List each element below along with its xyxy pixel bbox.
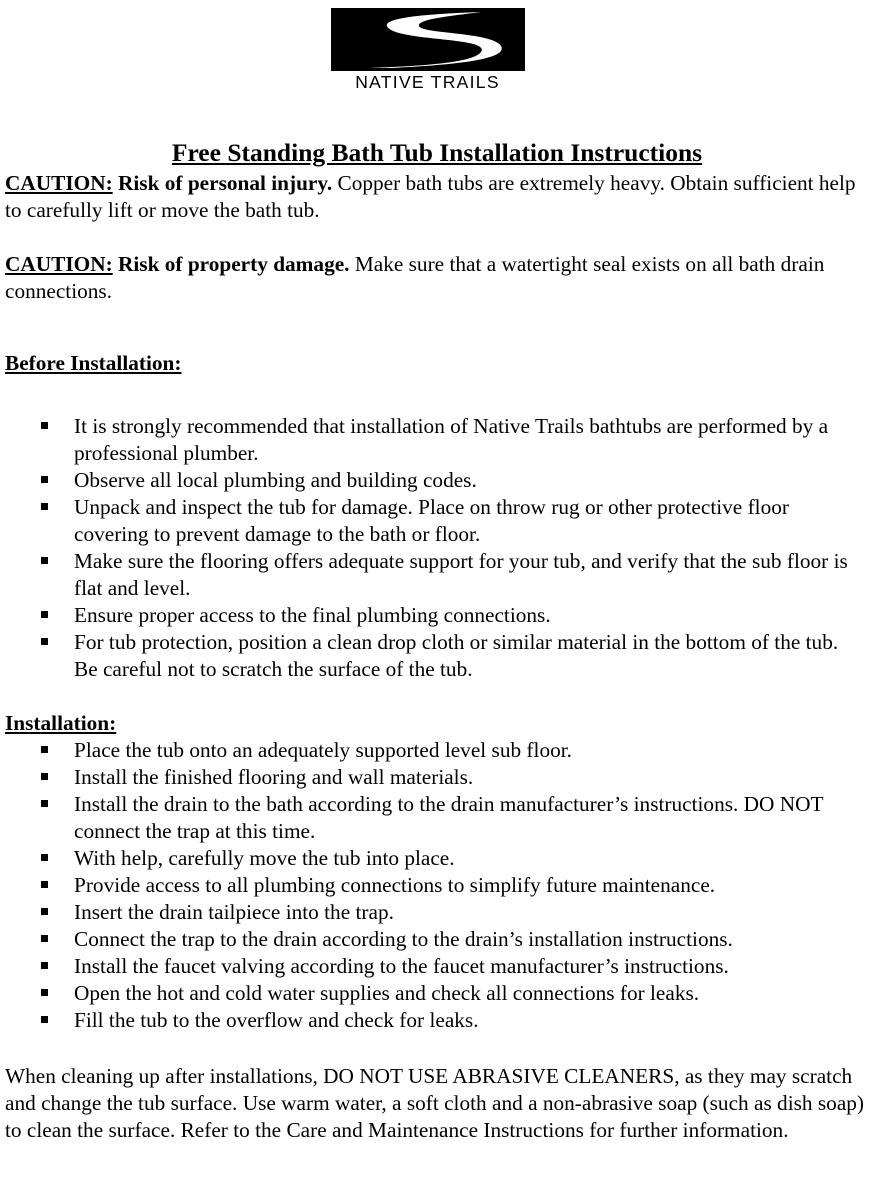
bullet-icon xyxy=(41,989,48,996)
bullet-icon xyxy=(41,962,48,969)
bullet-icon xyxy=(41,1016,48,1023)
before-installation-list xyxy=(0,413,860,683)
list-item: Install the finished flooring and wall materials. xyxy=(0,764,860,791)
native-trails-logo xyxy=(329,6,526,92)
installation-heading: Installation: xyxy=(5,711,117,735)
list-item: Fill the tub to the overflow and check for leaks. xyxy=(0,1007,860,1034)
bullet-icon xyxy=(41,422,48,429)
bullet-icon xyxy=(41,773,48,780)
bullet-icon xyxy=(41,854,48,861)
list-item: Insert the drain tailpiece into the trap. xyxy=(0,899,860,926)
bullet-icon xyxy=(41,881,48,888)
list-item: It is strongly recommended that installation of Native Trails bathtubs are performed by a professional plumber. xyxy=(0,413,860,467)
bullet-icon xyxy=(41,638,48,645)
installation-list xyxy=(0,737,860,1034)
list-item: Provide access to all plumbing connections to simplify future maintenance. xyxy=(0,872,860,899)
list-item: Open the hot and cold water supplies and check all connections for leaks. xyxy=(0,980,860,1007)
bullet-icon xyxy=(41,611,48,618)
caution-emphasis: Risk of property damage. xyxy=(118,252,350,276)
bullet-icon xyxy=(41,908,48,915)
caution-label: CAUTION: xyxy=(5,171,113,195)
caution-text: Copper bath tubs are extremely heavy. Obtain sufficient help to carefully lift or move the bath tub. xyxy=(5,171,856,222)
list-item: Install the drain to the bath according to the drain manufacturer’s instructions. DO NOT connect the trap at this time. xyxy=(0,791,860,845)
bullet-icon xyxy=(41,557,48,564)
bullet-icon xyxy=(41,503,48,510)
caution-property-damage xyxy=(5,251,865,305)
bullet-icon xyxy=(41,800,48,807)
logo-mark xyxy=(331,8,525,71)
caution-label: CAUTION: xyxy=(5,252,113,276)
before-installation-heading: Before Installation: xyxy=(5,351,182,375)
list-item: With help, carefully move the tub into place. xyxy=(0,845,860,872)
caution-emphasis: Risk of personal injury. xyxy=(118,171,333,195)
bullet-icon xyxy=(41,476,48,483)
list-item: Connect the trap to the drain according to the drain’s installation instructions. xyxy=(0,926,860,953)
list-item: Observe all local plumbing and building codes. xyxy=(0,467,860,494)
cleaning-note: When cleaning up after installations, DO NOT USE ABRASIVE CLEANERS, as they may scratch and change the tub surface. Use warm water, a soft cloth and a non-abrasive soap (such as dish soap) to clean the surface. Refer to the Care and Maintenance Instructions for further information. xyxy=(5,1064,865,1142)
list-item: For tub protection, position a clean drop cloth or similar material in the bottom of the tub. Be careful not to scratch the surface of the tub. xyxy=(0,629,860,683)
logo-wordmark: NATIVE TRAILS xyxy=(355,72,500,92)
list-item: Place the tub onto an adequately supported level sub floor. xyxy=(0,737,860,764)
list-item: Make sure the flooring offers adequate support for your tub, and verify that the sub floor is flat and level. xyxy=(0,548,860,602)
list-item: Ensure proper access to the final plumbing connections. xyxy=(0,602,860,629)
bullet-icon xyxy=(41,935,48,942)
trail-swoosh-icon xyxy=(331,8,525,71)
list-item: Install the faucet valving according to the faucet manufacturer’s instructions. xyxy=(0,953,860,980)
caution-personal-injury xyxy=(5,170,865,224)
page-title: Free Standing Bath Tub Installation Instructions xyxy=(171,138,703,168)
list-item: Unpack and inspect the tub for damage. Place on throw rug or other protective floor covering to prevent damage to the bath or floor. xyxy=(0,494,860,548)
bullet-icon xyxy=(41,746,48,753)
caution-text: Make sure that a watertight seal exists on all bath drain connections. xyxy=(5,252,825,303)
